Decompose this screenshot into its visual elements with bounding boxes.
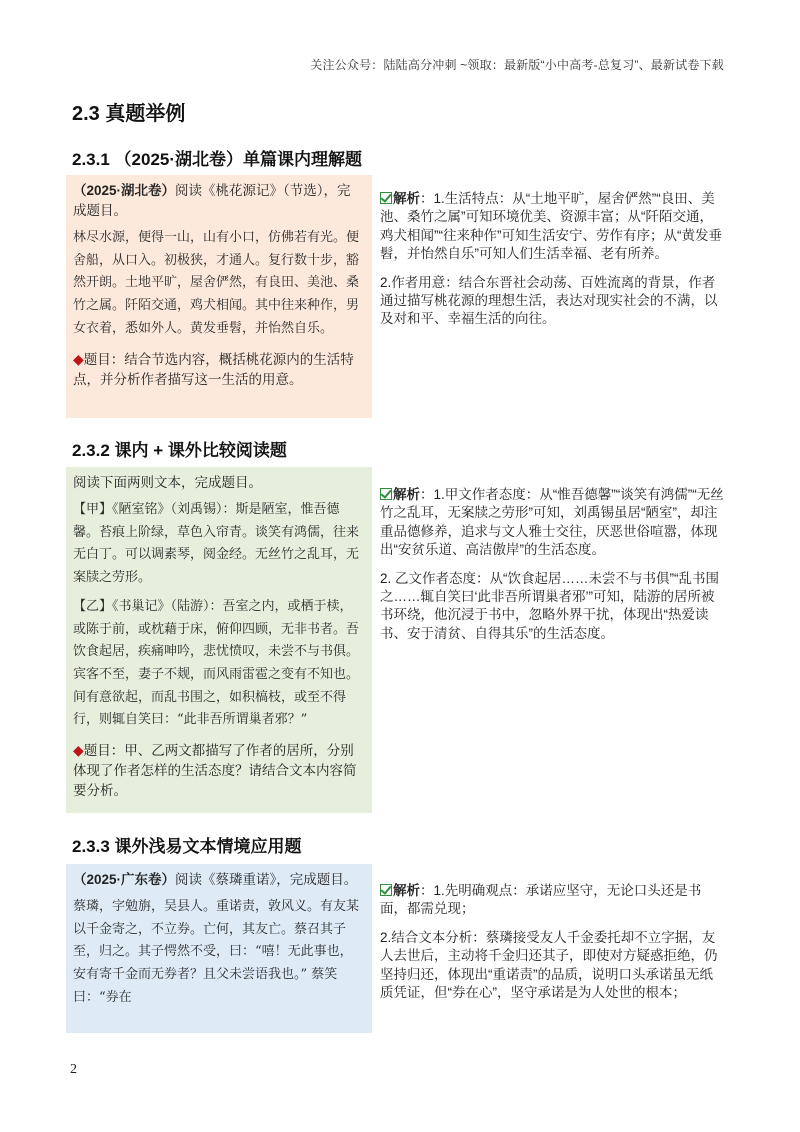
analysis-para-1 — [380, 190, 725, 264]
analysis-label: 解析 — [393, 191, 420, 206]
question-text-wrap — [73, 349, 364, 390]
analysis-para-2: 2. 乙文作者态度：从“饮食起居……未尝不与书俱”“乱书围之……辄自笑曰‘此非吾所谓巢者邪’”可知，陆游的居所被书环绕，他沉浸于书中，忽略外界干扰，体现出“热爱读书、安于清贫、自得其乐”的生活态度。 — [380, 570, 719, 641]
subsection-title-2: 2.3.2 课内 + 课外比较阅读题 — [72, 441, 287, 460]
question-box-2 — [66, 467, 372, 813]
classical-text: 林尽水源，便得一山，山有小口，仿佛若有光。便舍船，从口入。初极狭，才通人。复行数十步，豁然开朗。土地平旷，屋舍俨然，有良田、美池、桑竹之属。阡陌交通，鸡犬相闻。其中往来种作，男女衣着，悉如外人。黄发垂髫，并怡然自乐。 — [73, 230, 360, 336]
analysis-para-1 — [380, 882, 725, 919]
diamond-icon: ◆ — [73, 350, 84, 367]
classical-text: 蔡璘，字勉旃，吴县人。重诺责，敦风义。有友某以千金寄之，不立券。亡何，其友亡。蔡召其子至，归之。其子愕然不受，曰：“嘻！无此事也，安有寄千金而无券者？且父未尝语我也。” 蔡笑曰：“券在 — [73, 899, 360, 1005]
box-intro — [73, 181, 364, 221]
box-intro — [73, 870, 364, 890]
checkbox-icon — [380, 192, 392, 204]
text-b: 【乙】《书巢记》（陆游）：吾室之内，或栖于椟，或陈于前，或枕藉于床，俯仰四顾，无非书者。吾饮食起居，疾痛呻吟，悲忧愤叹，未尝不与书俱。宾客不至，妻子不觌，而风雨雷雹之变有不知也。间有意欲起，而乱书围之，如积槁枝，或至不得行，则辄自笑曰：“此非吾所谓巢者邪？” — [73, 598, 360, 728]
question-text-wrap — [73, 740, 364, 801]
section-title: 2.3 真题举例 — [72, 103, 186, 125]
question-box-3 — [66, 864, 372, 1033]
text-a: 【甲】《陋室铭》（刘禹锡）：斯是陋室，惟吾德馨。苔痕上阶绿，草色入帘青。谈笑有鸿儒，往来无白丁。可以调素琴，阅金经。无丝竹之乱耳，无案牍之劳形。 — [73, 502, 360, 586]
question-box-1 — [66, 175, 372, 418]
source-label: （2025·湖北卷） — [73, 183, 176, 198]
page-number: 2 — [70, 1062, 77, 1077]
checkbox-icon — [380, 884, 392, 896]
intro-text: 阅读下面两则文本，完成题目。 — [73, 475, 262, 490]
page-header: 关注公众号：陆陆高分冲刺 ~领取：最新版“小中高考-总复习”、最新试卷下载 — [310, 58, 724, 72]
diamond-icon: ◆ — [73, 742, 84, 759]
source-label: （2025·广东卷） — [73, 872, 176, 887]
analysis-3 — [380, 882, 725, 1012]
analysis-text: ：1.生活特点：从“土地平旷，屋舍俨然”“良田、美池、桑竹之属”可知环境优美、资源丰富；从“阡陌交通，鸡犬相闻”“往来种作”可知生活安宁、劳作有序；从“黄发垂髫，并怡然自乐”可知人们生活幸福、老有所养。 — [380, 191, 722, 262]
intro-text: 阅读《蔡璘重诺》，完成题目。 — [175, 872, 358, 887]
checkbox-icon — [380, 488, 392, 500]
analysis-text: ：1.甲文作者态度：从“惟吾德馨”“谈笑有鸿儒”“无丝竹之乱耳，无案牍之劳形”可知，刘禹锡虽居“陋室”，却注重品德修养，追求与文人雅士交往，厌恶世俗喧嚣，体现出“安贫乐道、高洁傲岸”的生活态度。 — [380, 487, 724, 558]
analysis-2 — [380, 486, 725, 653]
subsection-title-1: 2.3.1 （2025·湖北卷）单篇课内理解题 — [72, 150, 363, 169]
question-text: 题目：甲、乙两文都描写了作者的居所，分别体现了作者怎样的生活态度？请结合文本内容简要分析。 — [73, 743, 357, 799]
analysis-para-2: 2.结合文本分析：蔡璘接受友人千金委托却不立字据，友人去世后，主动将千金归还其子，即使对方疑惑拒绝，仍坚持归还，体现出“重诺责”的品质，说明口头承诺虽无纸质凭证，但“券在心”，坚守承诺是为人处世的根本； — [380, 929, 718, 1001]
analysis-1 — [380, 190, 725, 339]
intro-text: 阅读《桃花源记》（节选），完成题目。 — [73, 183, 351, 218]
analysis-label: 解析 — [393, 883, 420, 898]
subsection-title-3: 2.3.3 课外浅易文本情境应用题 — [72, 837, 302, 856]
analysis-para-1 — [380, 486, 725, 560]
question-text: 题目：结合节选内容，概括桃花源内的生活特点，并分析作者描写这一生活的用意。 — [73, 351, 354, 387]
analysis-para-2: 2.作者用意：结合东晋社会动荡、百姓流离的背景，作者通过描写桃花源的理想生活，表达对现实社会的不满，以及对和平、幸福生活的向往。 — [380, 274, 718, 327]
analysis-text: ：1.先明确观点：承诺应坚守，无论口头还是书面，都需兑现； — [380, 883, 702, 917]
analysis-label: 解析 — [393, 487, 420, 502]
